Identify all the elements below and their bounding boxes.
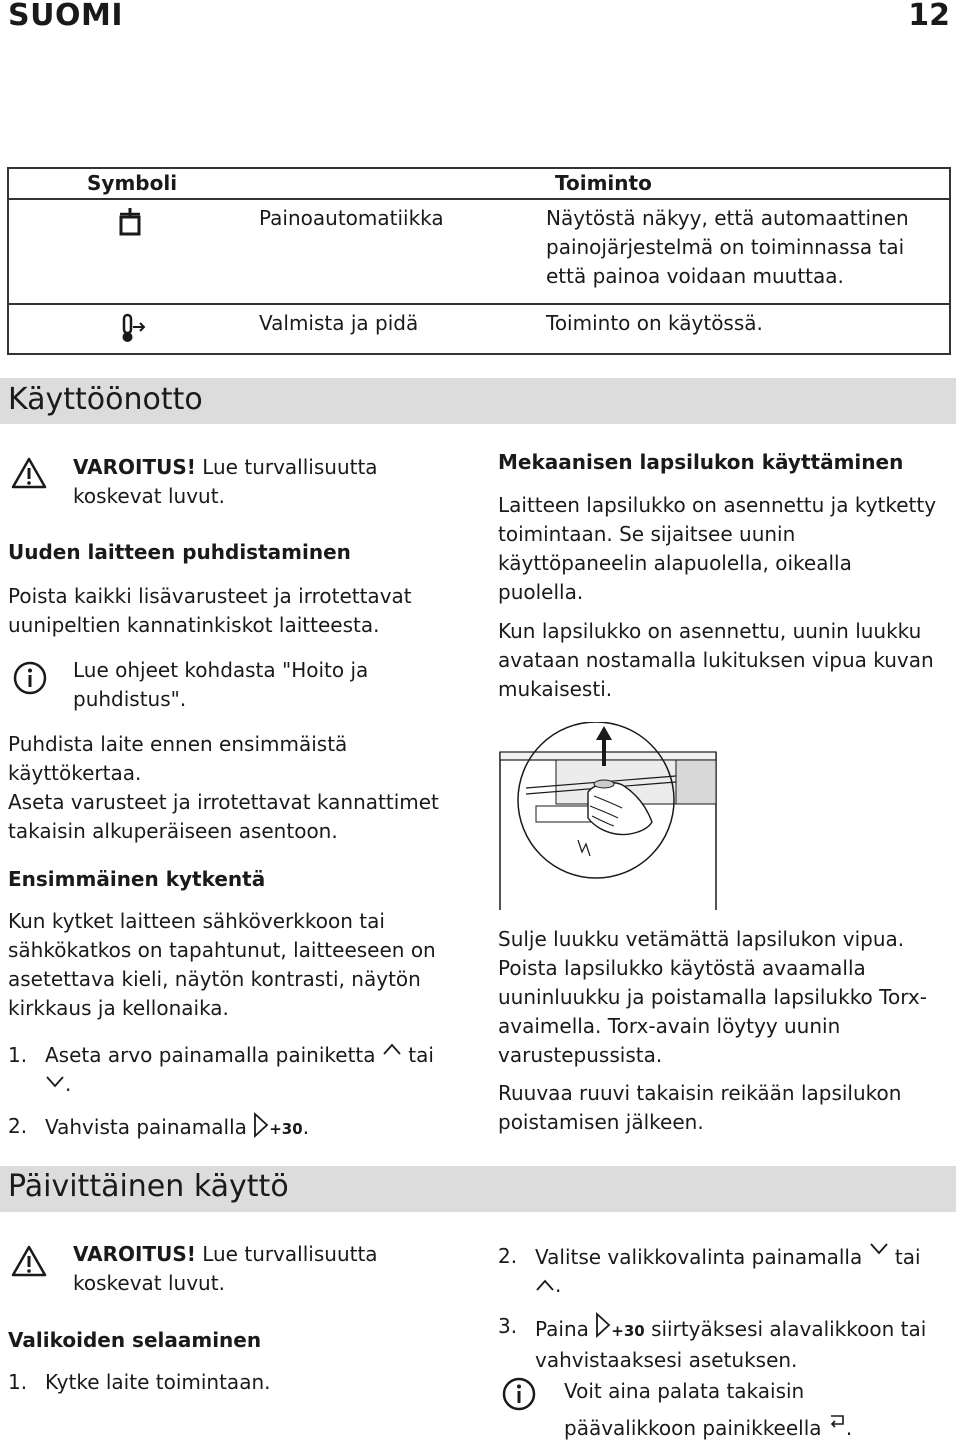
text-line: Näytöstä näkyy, että automaattinen	[546, 206, 909, 230]
text-span: Paina	[535, 1317, 589, 1341]
info-text	[564, 1373, 852, 1447]
arrow-down-icon	[45, 1075, 65, 1089]
play-button-icon	[595, 1312, 611, 1338]
symbol-name: Valmista ja pidä	[259, 311, 419, 335]
table-header-row	[9, 169, 949, 200]
column-header-function: Toiminto	[555, 171, 652, 195]
text-line: Poista kaikki lisävarusteet ja irrotettavat	[8, 584, 412, 608]
paragraph	[498, 925, 927, 1070]
text-line: käyttökertaa.	[8, 761, 142, 785]
step-text-continued	[535, 1271, 561, 1300]
paragraph	[498, 491, 936, 607]
symbol-table	[7, 167, 951, 355]
text-span: Aseta arvo painamalla painiketta	[45, 1043, 376, 1067]
text-line: että painoa voidaan muuttaa.	[546, 264, 844, 288]
text-line: kirkkaus ja kellonaika.	[8, 996, 229, 1020]
warning-text	[73, 453, 378, 511]
key-label: +30	[611, 1322, 645, 1340]
info-icon	[501, 1376, 537, 1412]
warning-text	[73, 1240, 378, 1298]
text-line: koskevat luvut.	[73, 484, 225, 508]
text-span: Lue turvallisuutta	[195, 455, 378, 479]
text-line: poistamisen jälkeen.	[498, 1110, 704, 1134]
step-number: 2.	[498, 1244, 518, 1268]
text-line: uunipeltien kannatinkiskot laitteesta.	[8, 613, 380, 637]
thermometer-arrow-icon	[117, 312, 147, 344]
text-line: Puhdista laite ennen ensimmäistä	[8, 732, 348, 756]
child-lock-illustration	[496, 722, 720, 912]
info-text	[73, 656, 368, 714]
section-title: Päivittäinen käyttö	[8, 1169, 289, 1204]
step-number: 1.	[8, 1370, 28, 1394]
text-line: puolella.	[498, 580, 584, 604]
step-text-continued	[45, 1070, 71, 1099]
warning-icon	[10, 456, 48, 490]
text-span: Lue turvallisuutta	[195, 1242, 378, 1266]
step-text	[535, 1312, 926, 1375]
weight-icon	[117, 205, 143, 237]
text-span: Vahvista painamalla	[45, 1115, 247, 1139]
language-label: SUOMI	[8, 0, 123, 33]
paragraph	[8, 582, 412, 640]
symbol-name: Painoautomatiikka	[259, 206, 444, 230]
paragraph	[498, 1079, 901, 1137]
step-text	[45, 1041, 434, 1070]
text-line: käyttöpaneelin alapuolella, oikealla	[498, 551, 852, 575]
text-span: .	[65, 1072, 72, 1096]
text-line: Kun kytket laitteen sähköverkkoon tai	[8, 909, 385, 933]
text-span: siirtyäksesi alavalikkoon tai	[651, 1317, 927, 1341]
text-line: vahvistaaksesi asetuksen.	[535, 1348, 798, 1372]
text-line: painojärjestelmä on toiminnassa tai	[546, 235, 905, 259]
text-span: .	[555, 1273, 562, 1297]
text-span: Valitse valikkovalinta painamalla	[535, 1245, 863, 1269]
paragraph	[8, 907, 436, 1023]
text-line: Aseta varusteet ja irrotettavat kannattimet	[8, 790, 439, 814]
subheading: Valikoiden selaaminen	[8, 1328, 262, 1352]
text-line: varustepussista.	[498, 1043, 663, 1067]
text-line: puhdistus".	[73, 687, 187, 711]
text-line: uuninluukku ja poistamalla lapsilukko Torx-	[498, 985, 927, 1009]
arrow-up-icon	[382, 1042, 402, 1056]
step-text	[45, 1112, 309, 1144]
warning-label: VAROITUS!	[73, 1242, 196, 1266]
back-icon	[828, 1413, 846, 1429]
text-line: Sulje luukku vetämättä lapsilukon vipua.	[498, 927, 905, 951]
play-button-icon	[253, 1112, 269, 1138]
symbol-description: Toiminto on käytössä.	[546, 311, 763, 335]
paragraph	[8, 730, 439, 846]
symbol-description	[546, 204, 909, 291]
text-line: toimintaan. Se sijaitsee uunin	[498, 522, 796, 546]
warning-label: VAROITUS!	[73, 455, 196, 479]
text-span: tai	[894, 1245, 921, 1269]
key-label: +30	[269, 1120, 303, 1138]
step-number: 3.	[498, 1314, 518, 1338]
text-line: Ruuvaa ruuvi takaisin reikään lapsilukon	[498, 1081, 902, 1105]
row-divider	[9, 303, 949, 305]
text-span: .	[845, 1416, 853, 1440]
text-line: mukaisesti.	[498, 677, 613, 701]
text-line: koskevat luvut.	[73, 1271, 225, 1295]
subheading: Uuden laitteen puhdistaminen	[8, 540, 351, 564]
section-title: Käyttöönotto	[8, 382, 203, 417]
text-line: takaisin alkuperäiseen asentoon.	[8, 819, 338, 843]
text-line: Lue ohjeet kohdasta "Hoito ja	[73, 658, 369, 682]
text-line: Laitteen lapsilukko on asennettu ja kytketty	[498, 493, 937, 517]
text-line: avataan nostamalla lukituksen vipua kuvan	[498, 648, 934, 672]
subheading: Mekaanisen lapsilukon käyttäminen	[498, 450, 904, 474]
arrow-up-icon	[535, 1278, 555, 1292]
paragraph	[498, 617, 934, 704]
column-header-symbol: Symboli	[87, 171, 178, 195]
subheading: Ensimmäinen kytkentä	[8, 867, 266, 891]
info-icon	[12, 660, 48, 696]
step-number: 1.	[8, 1043, 28, 1067]
step-number: 2.	[8, 1114, 28, 1138]
text-span: päävalikkoon painikkeella	[564, 1416, 822, 1440]
text-line: Voit aina palata takaisin	[564, 1379, 805, 1403]
text-line: avaimella. Torx-avain löytyy uunin	[498, 1014, 841, 1038]
step-text: Kytke laite toimintaan.	[45, 1370, 271, 1394]
text-line: sähkökatkos on tapahtunut, laitteeseen on	[8, 938, 436, 962]
warning-icon	[10, 1244, 48, 1278]
text-line: asetettava kieli, näytön kontrasti, näytön	[8, 967, 421, 991]
arrow-down-icon	[869, 1242, 889, 1256]
text-line: Kun lapsilukko on asennettu, uunin luukku	[498, 619, 922, 643]
text-span: .	[302, 1115, 310, 1139]
step-text	[535, 1242, 921, 1272]
text-span: tai	[408, 1043, 434, 1067]
page-number: 12	[908, 0, 950, 33]
text-line: Poista lapsilukko käytöstä avaamalla	[498, 956, 866, 980]
